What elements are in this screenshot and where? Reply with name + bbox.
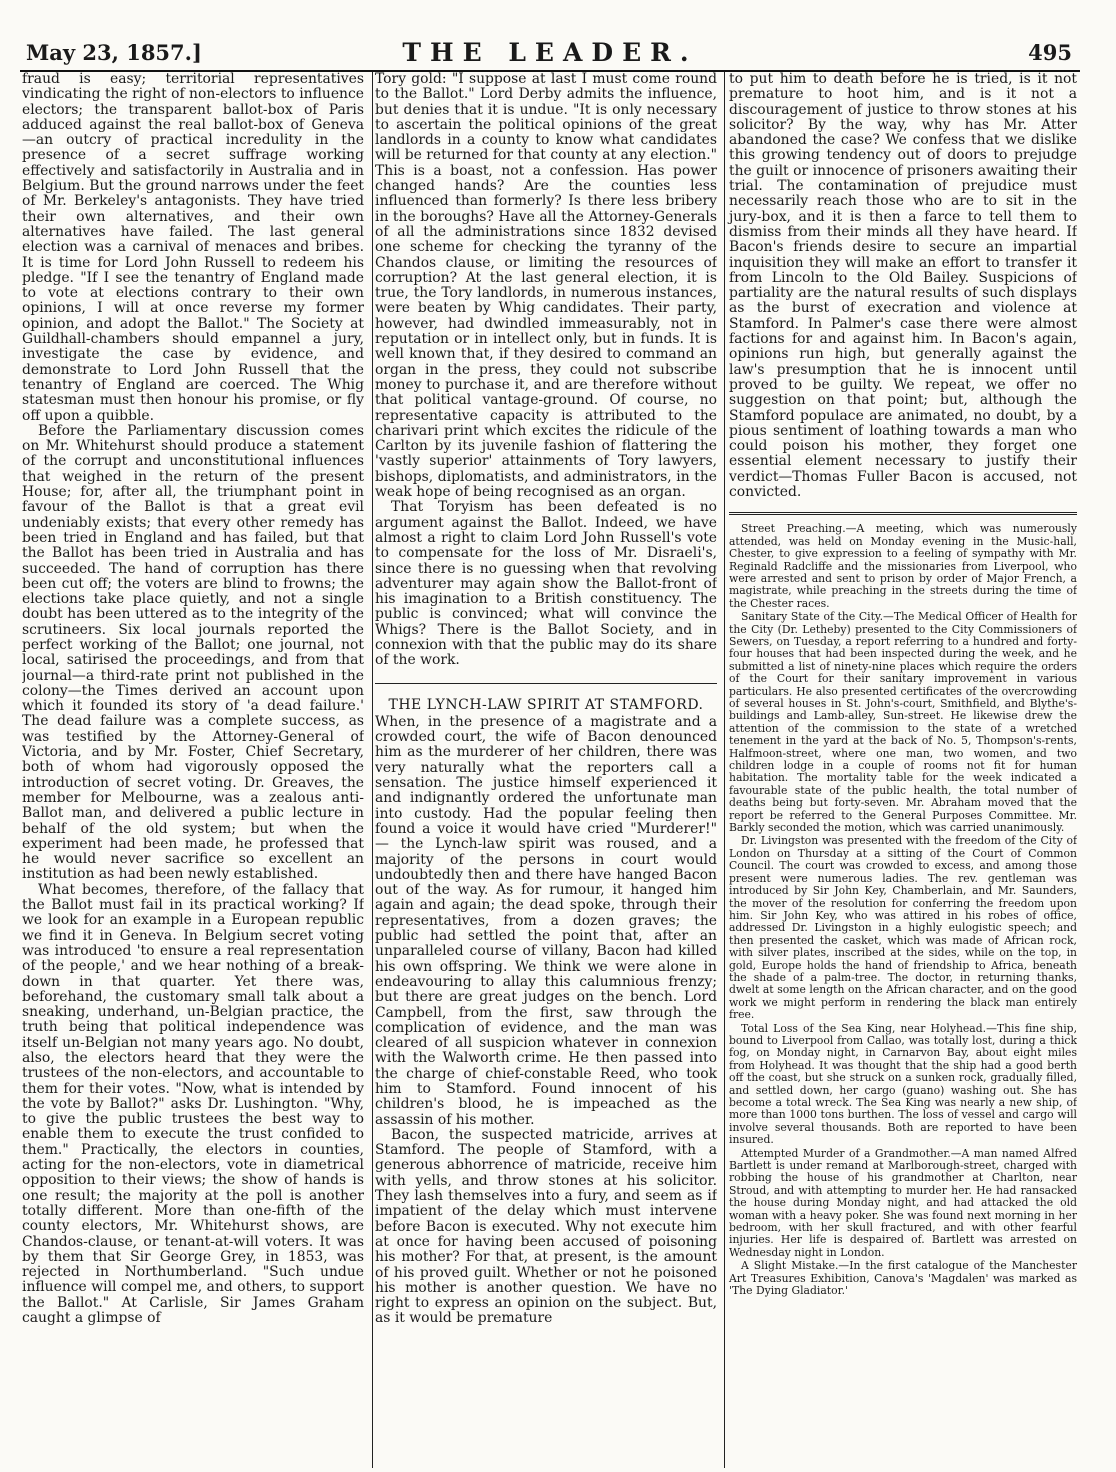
page-number: 495 xyxy=(1028,40,1072,65)
col1-paragraph-3: What becomes, therefore, of the fallacy that the Ballot must fail in its practical working? If we look for an example in a European republic we find it in Geneva. In Belgium secret voting was introduced 'to ensure a real representation of the people,' and we hear nothing of a break-down in that quarter. Yet there was, beforehand, the customary small talk about a sneaking, underhand, un-Belgian practice, the truth being that political independence was itself un-Belgian not many years ago. No doubt, also, the electors heard that they were the trustees of the non-electors, and accountable to them for their votes. "Now, what is intended by the vote by Ballot?" asks Dr. Lushington. "Why, to give the public trustees the best way to enable them to execute the trust confided to them." Practically, the electors in counties, acting for the non-electors, vote in diametrical opposition to their views; the show of hands is one result; the majority at the poll is another totally different. More than one-fifth of the county electors, Mr. Whitehurst shows, are Chandos-clause, or tenant-at-will voters. It was by them that Sir George Grey, in 1853, was rejected in Northumberland. "Such undue influence will compel me, and others, to support the Ballot." At Carlisle, Sir James Graham caught a glimpse of xyxy=(22,881,364,1327)
news-brief-livingston: Dr. Livingston was presented with the freedom of the City of London on Thursday at a sitting of the Court of Common Council. The court was crowded to excess, and among those present were numerous ladies. The rev. gentleman was introduced by Sir John Key, Chamberlain, and Mr. Saunders, the mover of the resolution for conferring the freedom upon him. Sir John Key, who was attired in his robes of office, addressed Dr. Livingston in a highly eulogistic speech; and then presented the casket, which was made of African rock, with silver plates, inscribed at the sides, while on the top, in gold, Europe holds the hand of friendship to Africa, beneath the shade of a palm-tree. The doctor, in returning thanks, dwelt at some length on the African character, and on the good work we might perform in rendering the black man entirely free. xyxy=(729,834,1077,1022)
section-divider xyxy=(729,512,1077,515)
col1-paragraph-2: Before the Parliamentary discussion comes on Mr. Whitehurst should produce a statement of the corrupt and unconstitutional influences that weighed in the return of the present House; for, after all, the triumphant point in favour of the Ballot is that a great evil undeniably exists; that every other remedy has been tried in England and has failed, but that the Ballot has been tried in Australia and has succeeded. The hand of corruption has there been cut off; the voters are blind to frowns; the elections take place quietly, and not a single doubt has been uttered as to the integrity of the scrutineers. Six local journals reported the perfect working of the Ballot; one journal, not local, satirised the proceedings, and from that journal—a third-rate print not published in the colony—the Times derived an account upon which it founded its story of 'a dead failure.' The dead failure was a complete success, as was testified by the Attorney-General of Victoria, and by Mr. Foster, Chief Secretary, both of whom had vigorously opposed the introduction of secret voting. Dr. Greaves, the member for Melbourne, was a zealous anti-Ballot man, and delivered a public lecture in behalf of the old system; but when the experiment had been made, he professed that he would never sacrifice so excellent an institution as had been newly established. xyxy=(22,422,364,883)
news-brief-slight-mistake: A Slight Mistake.—In the first catalogue of the Manchester Art Treasures Exhibition, Canova's 'Magdalen' was marked as 'The Dying Gladiator.' xyxy=(729,1259,1077,1298)
col2-paragraph-4: Bacon, the suspected matricide, arrives at Stamford. The people of Stamford, with a generous abhorrence of matricide, receive him with yells, and throw stones at his solicitor. They lash themselves into a fury, and seem as if impatient of the delay which must intervene before Bacon is executed. Why not execute him at once for having been accused of poisoning his mother? For that, at present, is the amount of his proved guilt. Whether or not he poisoned his mother is another question. We have no right to express an opinion on the subject. But, as it would be premature xyxy=(375,1126,717,1327)
column-3 xyxy=(724,72,1077,1468)
news-brief-street-preaching: Street Preaching.—A meeting, which was numerously attended, was held on Monday evening in the Music-hall, Chester, to give expression to a feeling of sympathy with Mr. Reginald Radcliffe and the missionaries from Liverpool, who were arrested and sent to prison by order of Major French, a magistrate, while preaching in the streets during the time of the Chester races. xyxy=(729,522,1077,610)
news-brief-sea-king: Total Loss of the Sea King, near Holyhead.—This fine ship, bound to Liverpool from Callao, was totally lost, during a thick fog, on Monday night, in Carnarvon Bay, about eight miles from Holyhead. It was thought that the ship had a good berth off the coast, but she struck on a sunken rock, gradually filled, and settled down, her cargo (guano) washing out. She has become a total wreck. The Sea King was nearly a new ship, of more than 1000 tons burthen. The loss of vessel and cargo will involve several thousands. Both are reported to have been insured. xyxy=(729,1021,1077,1147)
col1-paragraph-1: fraud is easy; territorial representatives vindicating the right of non-electors to influence electors; the transparent ballot-box of Paris adduced against the real ballot-box of Geneva —an outcry of practical incredulity in the presence of a secret suffrage working effectively and satisfactorily in Australia and in Belgium. But the ground narrows under the feet of Mr. Berkeley's antagonists. They have tried their own alternatives, and their own alternatives have failed. The last general election was a carnival of menaces and bribes. It is time for Lord John Russell to redeem his pledge. "If I see the tenantry of England made to vote at elections contrary to their own opinions, I will at once reverse my former opinion, and adopt the Ballot." The Society at Guildhall-chambers should empannel a jury, investigate the case by evidence, and demonstrate to Lord John Russell that the tenantry of England are coerced. The Whig statesman must then honour his promise, or fly off upon a quibble. xyxy=(22,72,364,424)
news-brief-attempted-murder: Attempted Murder of a Grandmother.—A man named Alfred Bartlett is under remand at Marlborough-street, charged with robbing the house of his grandmother at Charlton, near Stroud, and with attempting to murder her. He had ransacked the house during Monday night, and had attacked the old woman with a heavy poker. She was found next morning in her bedroom, with her skull fractured, and with other fearful injuries. Her life is despaired of. Bartlett was arrested on Wednesday night in London. xyxy=(729,1146,1077,1259)
col3-paragraph-1: to put him to death before he is tried, is it not premature to hoot him, and is it not a discouragement of justice to throw stones at his solicitor? By the way, why has Mr. Atter abandoned the case? We confess that we dislike this growing tendency out of doors to prejudge the guilt or innocence of prisoners awaiting their trial. The contamination of prejudice must necessarily reach those who are to sit in the jury-box, and it is then a farce to tell them to dismiss from their minds all they have heard. If Bacon's friends desire to secure an impartial inquisition they will make an effort to transfer it from Lincoln to the Old Bailey. Suspicions of partiality are the natural results of such displays as the burst of execration and violence at Stamford. In Palmer's case there were almost factions for and against him. In Bacon's again, opinions run high, but generally against the law's presumption that he is innocent until proved to be guilty. We repeat, we offer no suggestion on that point; but, although the Stamford populace are animated, no doubt, by a pious sentiment of loathing towards a man who could poison his mother, they forget one essential element necessary to justify their verdict—Thomas Fuller Bacon is accused, not convicted. xyxy=(729,72,1077,501)
col2-paragraph-3: When, in the presence of a magistrate and a crowded court, the wife of Bacon denounced him as the murderer of her children, there was very naturally what the reporters call a sensation. The justice himself experienced it and indignantly ordered the unfortunate man into custody. Had the popular feeling then found a voice it would have cried "Murderer!" — the Lynch-law spirit was roused, and a majority of the persons in court would undoubtedly then and there have hanged Bacon out of the way. As for rumour, it hanged him again and again; the dead spoke, through their representatives, from a dozen graves; the public had settled the point that, after an unparalleled course of villany, Bacon had killed his own offspring. We think we were alone in endeavouring to allay this calumnious frenzy; but there are great judges on the bench. Lord Campbell, from the first, saw through the complication of evidence, and the man was cleared of all suspicion whatever in connexion with the Walworth crime. He then passed into the charge of chief-constable Reed, who took him to Stamford. Found innocent of his children's blood, he is impeached as the assassin of his mother. xyxy=(375,713,717,1128)
column-2 xyxy=(372,72,717,1468)
news-briefs xyxy=(729,523,1077,1297)
article-heading-lynch-law: THE LYNCH-LAW SPIRIT AT STAMFORD. xyxy=(375,683,717,713)
issue-date: May 23, 1857.] xyxy=(26,40,202,65)
col2-paragraph-2: That Toryism has been defeated is no argument against the Ballot. Indeed, we have almost a right to claim Lord John Russell's vote to compensate for the loss of Mr. Disraeli's, since there is no guessing when that revolving adventurer may again show the Ballot-front of his imagination to a British constituency. The public is convinced; what will convince the Whigs? There is the Ballot Society, and in connexion with that the public may do its share of the work. xyxy=(375,499,717,669)
column-1 xyxy=(22,72,364,1468)
news-brief-sanitary-state: Sanitary State of the City.—The Medical Officer of Health for the City (Dr. Letheby) presented to the City Commissioners of Sewers, on Tuesday, a report referring to a hundred and forty-four houses that had been inspected during the week, and he submitted a list of ninety-nine places which require the orders of the Court for their sanitary improvement in various particulars. He also presented certificates of the overcrowding of several houses in St. John's-court, Smithfield, and Blythe's-buildings and Lamb-alley, Sun-street. He likewise drew the attention of the commission to the state of a wretched tenement in the yard at the back of No. 5, Thompson's-rents, Halfmoon-street, where one man, two women, and two children lodge in a couple of rooms not fit for human habitation. The mortality table for the week indicated a favourable state of the public health, the total number of deaths being but forty-seven. Mr. Abraham moved that the report be referred to the General Purposes Committee. Mr. Barkly seconded the motion, which was carried unanimously. xyxy=(729,610,1077,835)
masthead xyxy=(20,40,1080,72)
newspaper-title: THE LEADER. xyxy=(402,38,698,67)
col2-paragraph-1: Tory gold: "I suppose at last I must come round to the Ballot." Lord Derby admits the influence, but denies that it is undue. "It is only necessary to ascertain the political opinions of the great landlords in a county to know what candidates will be returned for that county at any election." This is a boast, not a confession. Has power changed hands? Are the counties less influenced than formerly? Is there less bribery in the boroughs? Have all the Attorney-Generals of all the administrations since 1832 devised one scheme for checking the tyranny of the Chandos clause, or limiting the resources of corruption? At the last general election, it is true, the Tory landlords, in numerous instances, were beaten by Whig candidates. Their party, however, had dwindled immeasurably, not in reputation or in intellect only, but in funds. It is well known that, if they desired to command an organ in the press, they could not subscribe money to purchase it, and are therefore without that political vantage-ground. Of course, no representative capacity is attributed to the charivari print which excites the ridicule of the Carlton by its juvenile fashion of flattering the 'vastly superior' attainments of Tory lawyers, bishops, diplomatists, and administrators, in the weak hope of being recognised as an organ. xyxy=(375,72,717,501)
